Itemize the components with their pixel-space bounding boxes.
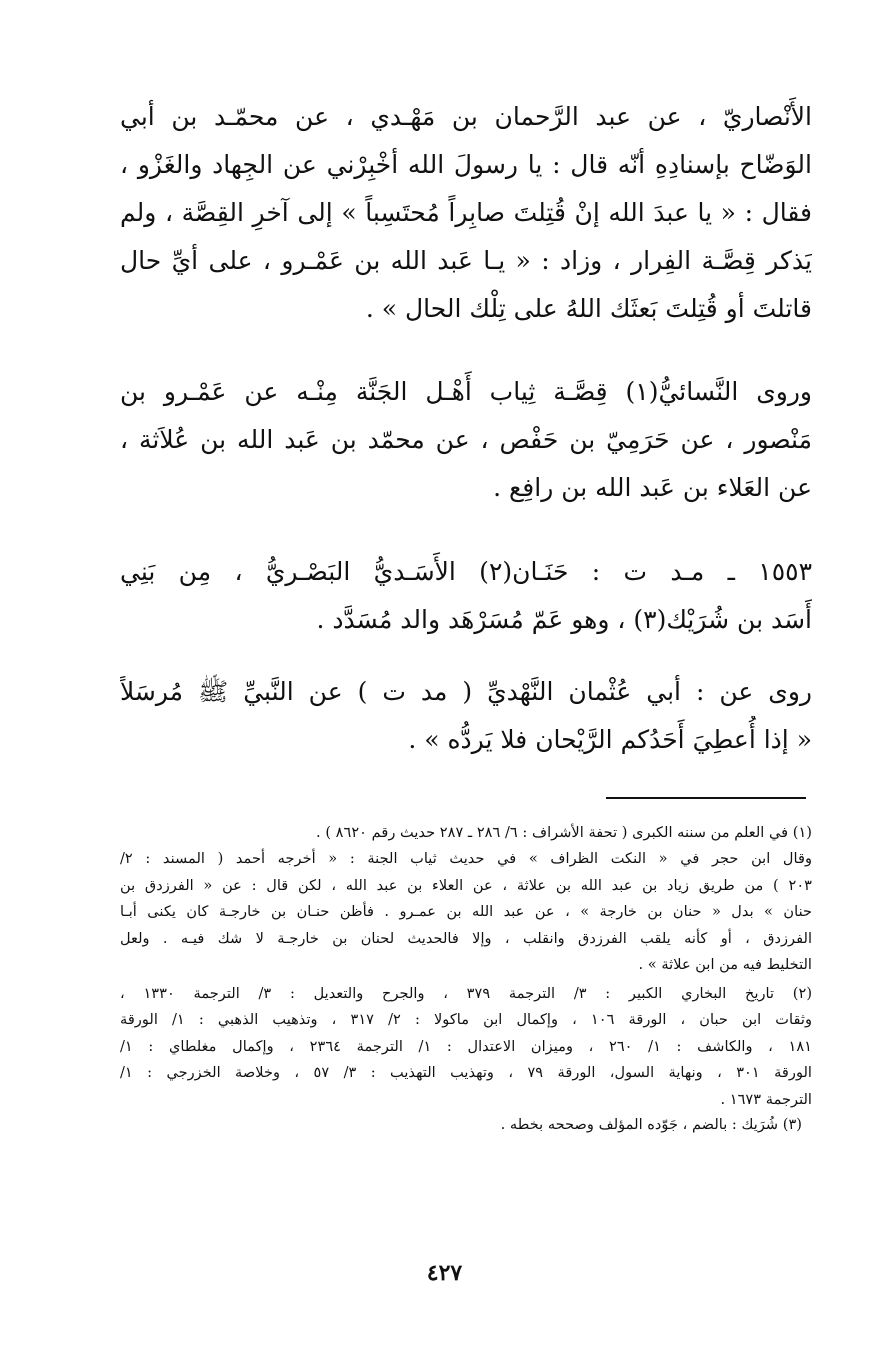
paragraph-1 [120, 93, 812, 333]
text-line: فقال : « يا عبدَ الله إنْ قُتِلتَ صابِراً مُحتَسِباً » إلى آخرِ القِصَّة ، ولم [120, 198, 812, 227]
footnote-line: حنان » بدل « حنان بن خارجة » ، عن عبد الله بن عمـرو . فأظن حنـان بن خارجـة كان يكنى أبـا [120, 903, 812, 921]
text-line: مَنْصور ، عن حَرَمِيّ بن حَفْص ، عن محمّد بن عَبد الله بن عُلاَثة ، [120, 425, 812, 454]
footnote-line: (٣) شُرَيك : بالضم ، جَوّده المؤلف وصححه بخطه . [500, 1116, 802, 1133]
text-line: أَسَد بن شُرَيْك(٣) ، وهو عَمّ مُسَرْهَد والد مُسَدَّد . [316, 605, 812, 634]
footnote-line: ١٨١ ، والكاشف : ١/ ٢٦٠ ، وميزان الاعتدال : ١/ الترجمة ٢٣٦٤ ، وإكمال مغلطاي : ١/ [120, 1037, 812, 1055]
footnote-separator [606, 797, 806, 799]
paragraph-narrators [120, 668, 812, 764]
footnote-line: الترجمة ١٦٧٣ . [720, 1090, 812, 1108]
text-line: قاتلتَ أو قُتِلتَ بَعثَك اللهُ على تِلْك الحال » . [365, 294, 812, 323]
paragraph-2 [120, 368, 812, 512]
entry-heading-1553 [120, 548, 812, 644]
text-line: يَذكر قِصَّـة الفِرار ، وزاد : « يـا عَبد الله بن عَمْـرو ، على أيِّ حال [120, 246, 812, 275]
text-line: عن العَلاء بن عَبد الله بن رافِع . [493, 473, 812, 502]
footnote-line: التخليط فيه من ابن علاثة » . [638, 955, 812, 973]
footnote-1 [120, 820, 812, 978]
text-line: روى عن : أبي عُثْمان النَّهْديِّ ( مد ت ) عن النَّبيِّ ﷺ مُرسَلاً [120, 677, 812, 706]
text-line: الوَضّاح بإسنادِهِ أنّه قال : يا رسولَ الله أخْبِرْني عن الجِهاد والغَزْو ، [120, 150, 812, 179]
footnote-line: ٢٠٣ ) من طريق زياد بن عبد الله بن علاثة ، عن العلاء بن عبد الله ، لكن قال : عن « الفرزدق بن [120, 876, 812, 894]
footnote-3 [120, 1112, 812, 1138]
footnote-line: (٢) تاريخ البخاري الكبير : ٣/ الترجمة ٣٧٩ ، والجرح والتعديل : ٣/ الترجمة ١٣٣٠ ، [120, 985, 812, 1002]
footnote-line: (١) في العلم من سننه الكبرى ( تحفة الأشراف : ٦/ ٢٨٦ ـ ٢٨٧ حديث رقم ٨٦٢٠ ) . [316, 824, 812, 841]
text-line: الأَنْصاريّ ، عن عبد الرَّحمان بن مَهْـدي ، عن محمّـد بن أبي [120, 102, 812, 131]
footnote-2 [120, 981, 812, 1113]
footnote-line: وثقات ابن حبان ، الورقة ١٠٦ ، وإكمال ابن ماكولا : ٢/ ٣١٧ ، وتذهيب الذهبي : ١/ الورقة [120, 1011, 812, 1029]
footnote-line: وقال ابن حجر في « النكت الظراف » في حديث ثياب الجنة : « أخرجه أحمد ( المسند : ٢/ [120, 850, 812, 868]
text-line: ١٥٥٣ ـ مـد ت : حَنَـان(٢) الأَسَـديُّ البَصْـريُّ ، مِن بَنِي [120, 557, 812, 586]
footnote-line: الورقة ٣٠١ ، ونهاية السول، الورقة ٧٩ ، وتهذيب التهذيب : ٣/ ٥٧ ، وخلاصة الخزرجي : ١/ [120, 1064, 812, 1082]
text-line: « إذا أُعطِيَ أَحَدُكم الرَّيْحان فلا يَردُّه » . [408, 725, 812, 754]
page-number: ٤٢٧ [426, 1260, 463, 1286]
text-line: وروى النَّسائيُّ(١) قِصَّـة ثِياب أَهْـل الجَنَّة مِنْـه عن عَمْـرو بن [120, 377, 812, 406]
footnote-line: الفرزدق ، أو كأنه يلقب الفرزدق وانقلب ، وإلا فالحديث لحنان بن خارجـة لا شك فيـه . ولعل [120, 929, 812, 947]
